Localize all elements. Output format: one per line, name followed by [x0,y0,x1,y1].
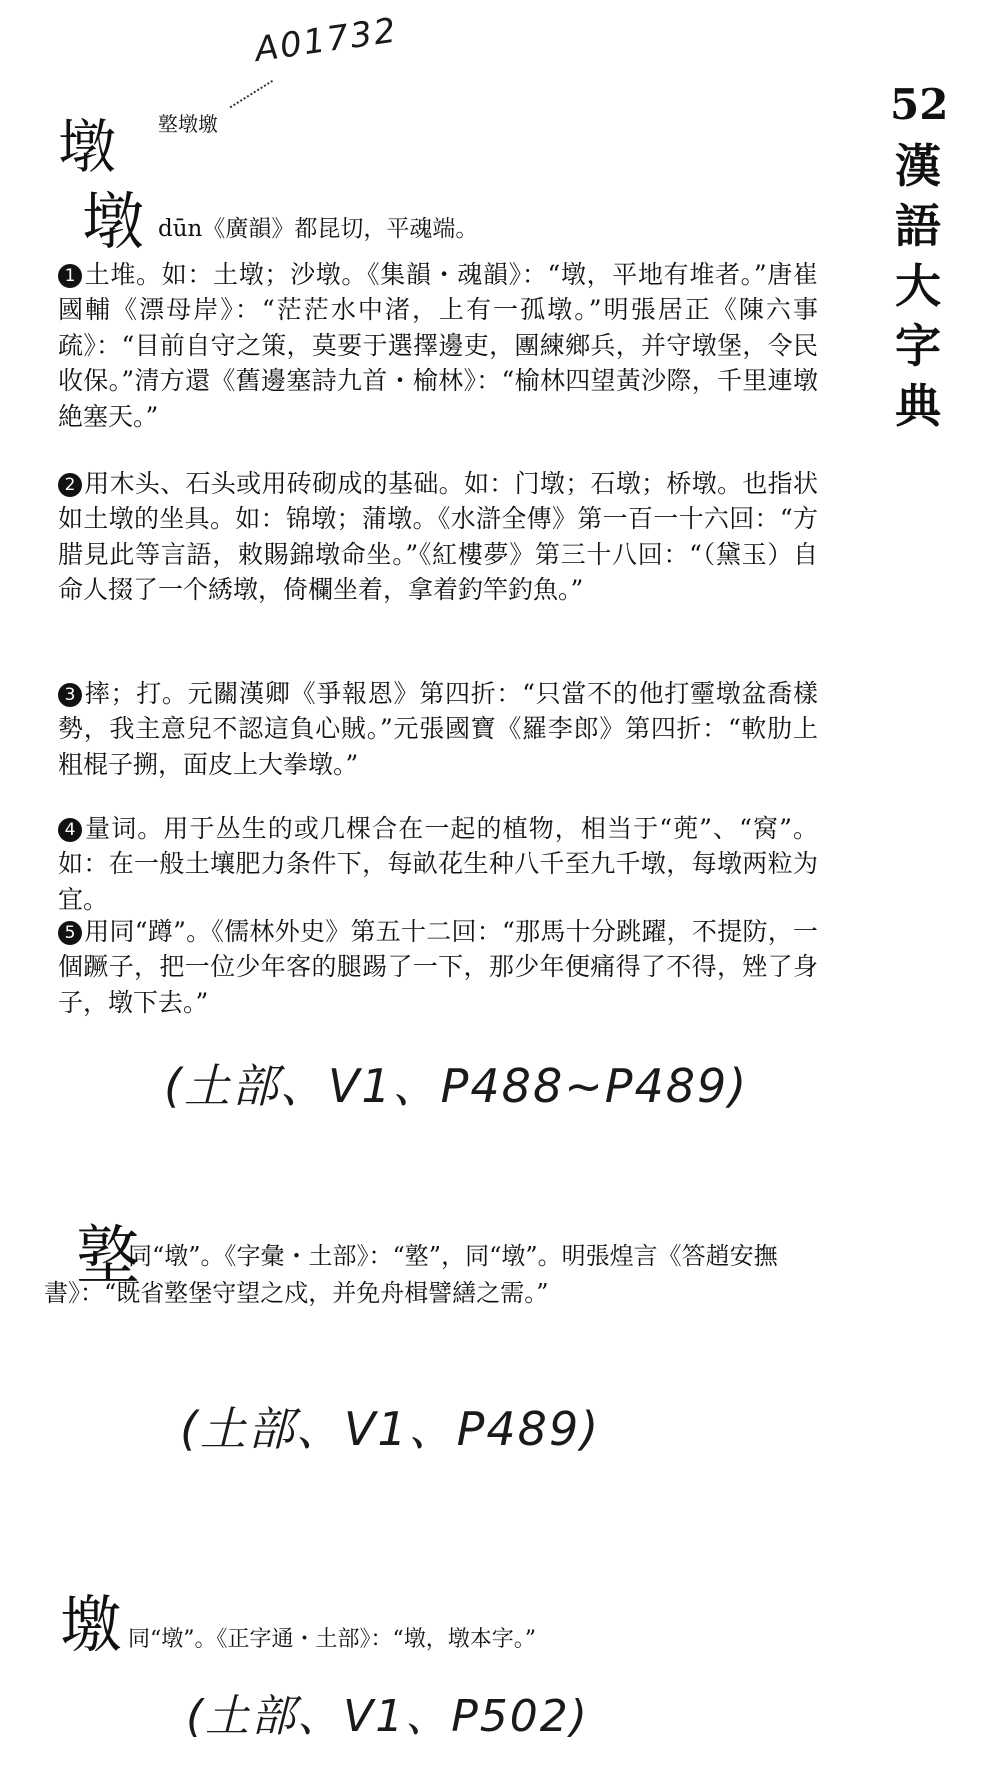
entry1-pronunciation: dūn《廣韻》都昆切，平魂端。 [158,216,479,242]
sense-1 [58,257,818,434]
sense-text: 用同“蹲”。《儒林外史》第五十二回：“那馬十分跳躍，不提防，一個蹶子，把一位少年客的腿踢了一下，那少年便痛得了不得，矬了身子，墩下去。” [58,917,818,1017]
entry3-definition: 同“墩”。《正字通・土部》：“墩，墩本字。” [128,1627,536,1652]
variant-note: 墪墩墽 [158,112,218,136]
sense-number: 3 [58,683,82,707]
handwritten-reference-2: (土部、V1、P489) [180,1402,601,1456]
entry2-definition: 同“墩”。《字彙・土部》：“墪”，同“墩”。明張煌言《答趙安撫書》：“既省墪堡守望之戍，并免舟楫譬繕之需。” [44,1242,778,1307]
book-title: 漢語大字典 [895,139,941,433]
variant-headword: 墩 [58,113,117,181]
sense-4 [58,811,818,917]
accession-number: A01732 [252,10,401,70]
sense-number: 4 [58,818,82,842]
handwritten-reference-3: (土部、V1、P502) [186,1691,589,1742]
page-number: 52 [890,80,949,129]
handwritten-reference-1: (土部、V1、P488~P489) [164,1059,749,1113]
entry3-headword: 墽 [60,1588,123,1661]
accession-pointer-line [230,80,273,108]
sense-text: 摔；打。元關漢卿《爭報恩》第四折：“只當不的他打𤫊墩盆喬樣勢，我主意兒不認這負心賊。”元張國寶《羅李郎》第四折：“軟肋上粗棍子搠，面皮上大拳墩。” [58,679,818,779]
sense-number: 2 [58,473,82,497]
entry2-headword: 墪 [76,1220,140,1294]
sense-2 [58,466,818,608]
sense-5 [58,914,818,1020]
sense-text: 用木头、石头或用砖砌成的基础。如：门墩；石墩；桥墩。也指状如土墩的坐具。如：锦墩；蒲墩。《水滸全傳》第一百一十六回：“方腊見此等言語，敕賜錦墩命坐。”《紅樓夢》第三十八回：“（黛玉）自命人掇了一个綉墩，倚欄坐着，拿着釣竿釣魚。” [58,469,818,605]
sense-3 [58,676,818,782]
entry2-text [44,1238,816,1312]
entry1-headword: 墩 [82,185,145,258]
sense-number: 5 [58,921,82,945]
sense-number: 1 [58,264,82,288]
sense-text: 土堆。如：土墩；沙墩。《集韻・魂韻》：“墩，平地有堆者。”唐崔國輔《漂母岸》：“茫茫水中渚，上有一孤墩。”明張居正《陳六事疏》：“目前自守之策，莫要于選擇邊吏，團練鄉兵，并守墩堡，令民收保。”清方還《舊邊塞詩九首・榆林》：“榆林四望黃沙際，千里連墩絶塞天。” [58,260,818,431]
sense-text: 量词。用于丛生的或几棵合在一起的植物，相当于“蔸”、“窝”。如：在一般土壤肥力条件下，每畝花生种八千至九千墩，每墩两粒为宜。 [58,814,818,914]
